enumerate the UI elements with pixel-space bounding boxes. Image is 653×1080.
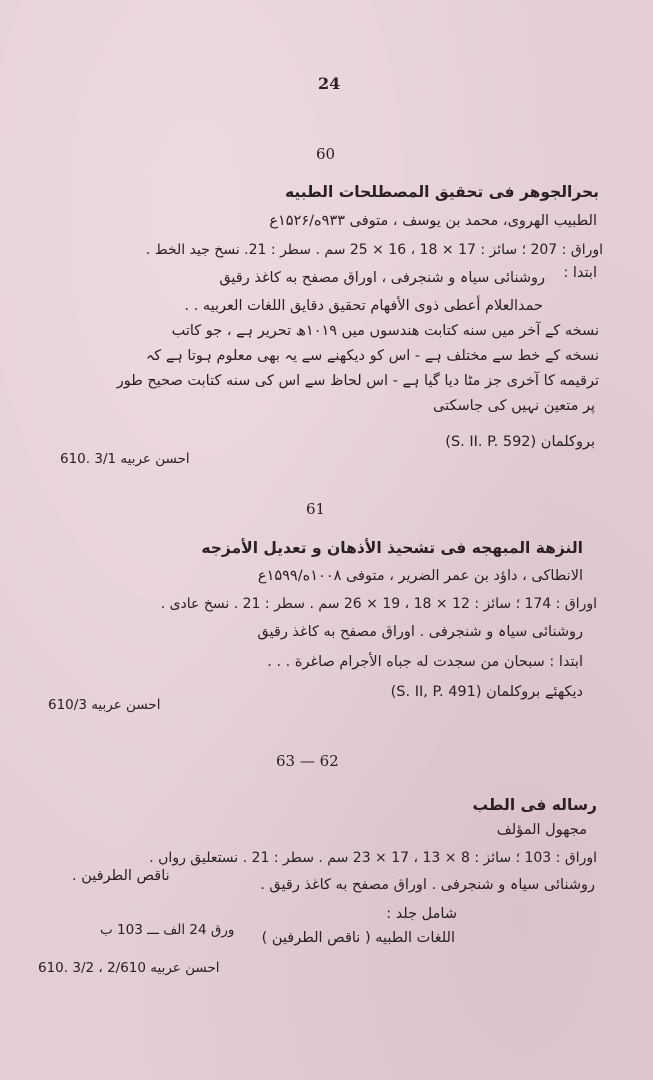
entry-number: 61 [306,500,326,518]
entry-number: 63 — 62 [276,752,339,770]
entry-bound-with-label: شامل جلد : [386,906,457,922]
entry-ink-paper: روشنائی سیاہ و شنجرفی ، اوراق مصفح به کاغذ رقیق [219,270,545,286]
entry-reference: دیکھئے بروکلمان (S. II, P. 491) [390,684,583,700]
entry-physical-description: اوراق : 174 ؛ سائز : 12 × 18 ، 19 × 26 سم . سطر : 21 . نسخ عادی . [160,596,597,612]
entry-title: بحرالجوهر فی تحقیق المصطلحات الطبیه [285,183,599,201]
entry-condition: ناقص الطرفین . [72,868,170,884]
entry-ink-paper: روشنائی سیاہ و شنجرفی . اوراق مصفح به کاغذ رقیق . [260,877,595,893]
entry-reference: بروکلمان (S. II. P. 592) [445,434,595,450]
entry-physical-description: اوراق : 207 ؛ سائز : 17 × 18 ، 16 × 25 سم . سطر : 21. نسخ جید الخط . [145,242,603,258]
entry-incipit: ابتدا : سبحان من سجدت له جباه الأجرام صاغرة . . . [267,654,583,670]
page-number: 24 [318,74,341,93]
entry-author: مجهول المؤلف [496,822,587,838]
entry-shelfmark: احسن عربیه 2/610 ، 3/2 .610 [38,960,220,976]
entry-note-line: نسخه کے آخر میں سنه کتابت هندسوں میں ۱۰۱۹ھ تحریر ہے ، جو کاتب [171,323,599,339]
entry-shelfmark: احسن عربیه 3/1 .610 [60,451,190,467]
entry-incipit: حمدالعلام أعطی ذوی الأفهام تحقیق دقایق اللغات العربیه . . [184,298,543,314]
entry-title: رساله فی الطب [472,796,597,814]
entry-note-line: ترقیمه کا آخری جز مٹا دیا گیا ہے - اس لحاظ سے اس کی سنه کتابت صحیح طور [116,373,599,389]
entry-note-line: نسخه کے خط سے مختلف ہے - اس کو دیکھنے سے یہ بھی معلوم ہوتا ہے کہ [145,348,599,364]
entry-author: الطبیب الهروی، محمد بن یوسف ، متوفی ۹۳۳ه/۱۵۲۶ع [269,213,597,229]
entry-ink-paper: روشنائی سیاہ و شنجرفی . اوراق مصفح به کاغذ رقیق [257,624,583,640]
entry-physical-description: اوراق : 103 ؛ سائز : 8 × 13 ، 17 × 23 سم . سطر : 21 . نستعلیق رواں . [149,850,597,866]
entry-title: النزهة المبهجه فی تشحیذ الأذهان و تعدیل الأمزجه [201,539,583,557]
entry-bound-with-title: اللغات الطبیه ( ناقص الطرفین ) [261,930,455,946]
entry-note-line: پر متعین نہیں کی جاسکتی [433,398,595,414]
entry-number: 60 [316,145,336,163]
entry-author: الانطاکی ، داؤد بن عمر الضریر ، متوفی ۱۰۰۸ه/۱۵۹۹ع [257,568,583,584]
entry-shelfmark: احسن عربیه 610/3 [48,697,161,713]
entry-folio-range: ورق 24 الف ـــ 103 ب [100,922,235,938]
entry-incipit-label: ابتدا : [563,265,597,281]
